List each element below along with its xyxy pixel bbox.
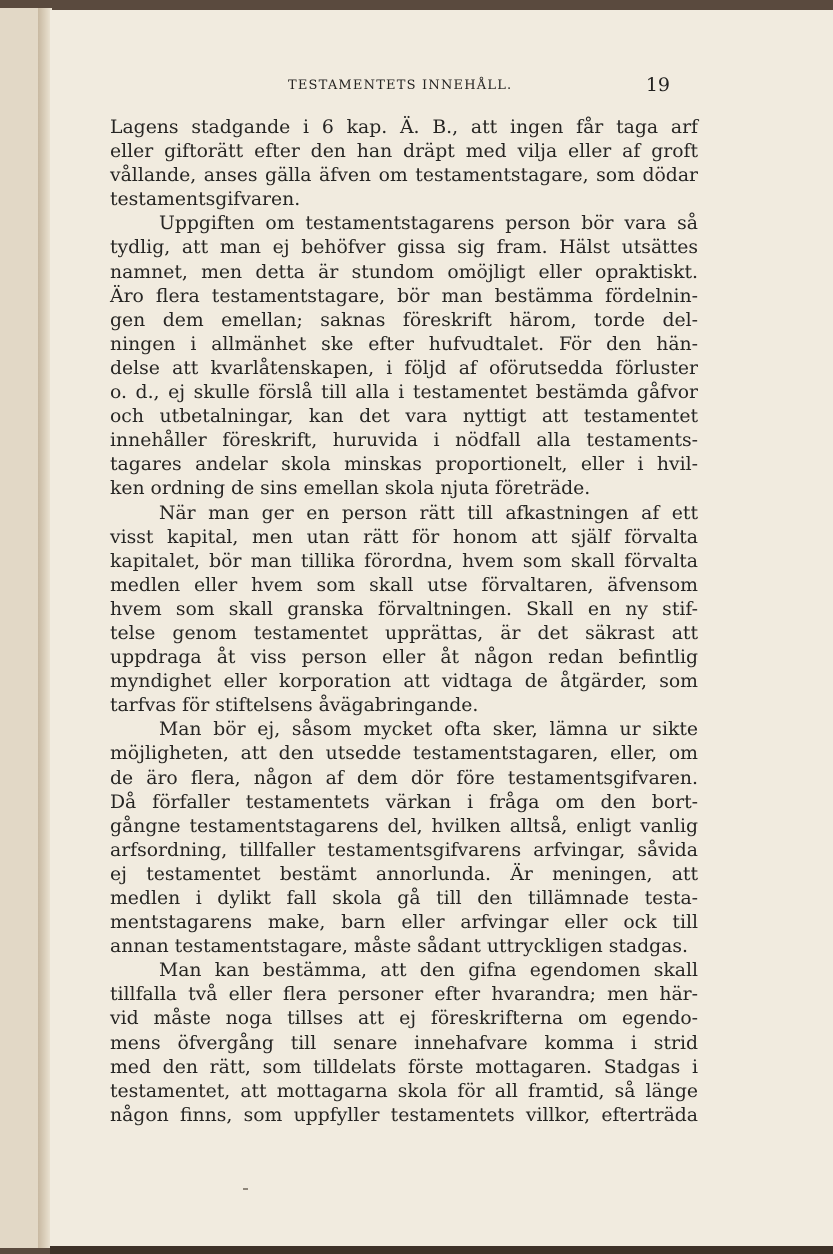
text-line: uppdraga åt viss person eller åt någon redan befintlig bbox=[110, 647, 698, 669]
text-line: vållande, anses gälla äfven om testamentstagare, som dödar bbox=[110, 165, 698, 187]
text-line: telse genom testamentet upprättas, är det säkrast att bbox=[110, 622, 698, 644]
text-line: möjligheten, att den utsedde testamentstagaren, eller, om bbox=[110, 743, 698, 765]
text-line: vid måste noga tillses att ej föreskrifterna om egendo- bbox=[110, 1008, 698, 1030]
text-line: gångne testamentstagarens del, hvilken alltså, enligt vanlig bbox=[110, 815, 698, 837]
text-line: När man ger en person rätt till afkastningen af ett bbox=[159, 502, 698, 524]
text-line: någon finns, som uppfyller testamentets villkor, efterträda bbox=[110, 1104, 698, 1126]
text-line: Man kan bestämma, att den gifna egendomen skall bbox=[159, 960, 698, 982]
text-line: namnet, men detta är stundom omöjligt eller opraktiskt. bbox=[110, 261, 698, 283]
page-number: 19 bbox=[645, 74, 670, 96]
text-line: tydlig, att man ej behöfver gissa sig fram. Hälst utsättes bbox=[110, 237, 698, 259]
text-line: tarfvas för stiftelsens åvägabringande. bbox=[110, 695, 479, 717]
text-line: medlen i dylikt fall skola gå till den tillämnade testa- bbox=[110, 888, 698, 909]
text-line: medlen eller hvem som skall utse förvaltaren, äfvensom bbox=[110, 574, 698, 596]
text-line: annan testamentstagare, måste sådant uttryckligen stadgas. bbox=[110, 936, 688, 958]
text-line: de äro flera, någon af dem dör före testamentsgifvaren. bbox=[110, 767, 698, 789]
text-line: visst kapital, men utan rätt för honom att själf förvalta bbox=[110, 526, 698, 548]
text-line: ej testamentet bestämt annorlunda. Är meningen, att bbox=[110, 863, 698, 885]
running-title: TESTAMENTETS INNEHÅLL. bbox=[288, 78, 513, 93]
text-line: innehåller föreskrift, huruvida i nödfall alla testaments- bbox=[110, 430, 698, 452]
text-line: delse att kvarlåtenskapen, i följd af oförutsedda förluster bbox=[110, 357, 698, 379]
text-line: ningen i allmänhet ske efter hufvudtalet. För den hän- bbox=[110, 333, 698, 355]
text-line: Uppgiften om testamentstagarens person bör vara så bbox=[159, 213, 698, 235]
text-line: Då förfaller testamentets värkan i fråga om den bort- bbox=[110, 791, 698, 813]
body-text bbox=[110, 116, 698, 1128]
text-line: gen dem emellan; saknas föreskrift härom, torde del- bbox=[110, 309, 698, 331]
text-line: tillfalla två eller flera personer efter hvarandra; men här- bbox=[110, 984, 698, 1006]
page-header bbox=[110, 74, 670, 98]
text-line: o. d., ej skulle förslå till alla i testamentet bestämda gåfvor bbox=[110, 382, 698, 404]
text-line: arfsordning, tillfaller testamentsgifvarens arfvingar, såvida bbox=[110, 839, 698, 861]
text-line: eller giftorätt efter den han dräpt med vilja eller af groft bbox=[110, 141, 698, 163]
text-line: testamentsgifvaren. bbox=[110, 189, 301, 211]
text-line: ken ordning de sins emellan skola njuta företräde. bbox=[110, 478, 591, 500]
text-line: mentstagarens make, barn eller arfvingar eller ock till bbox=[110, 912, 698, 934]
text-line: myndighet eller korporation att vidtaga de åtgärder, som bbox=[110, 671, 698, 693]
text-line: Äro flera testamentstagare, bör man bestämma fördelnin- bbox=[110, 285, 698, 307]
text-line: Lagens stadgande i 6 kap. Ä. B., att ingen får taga arf bbox=[110, 117, 698, 138]
page-bottom-edge bbox=[50, 1246, 833, 1254]
page-mark bbox=[243, 1188, 248, 1190]
text-line: hvem som skall granska förvaltningen. Skall en ny stif- bbox=[110, 598, 698, 620]
text-line: tagares andelar skola minskas proportionelt, eller i hvil- bbox=[110, 454, 698, 476]
text-line: kapitalet, bör man tillika förordna, hvem som skall förvalta bbox=[110, 550, 698, 572]
text-line: mens öfvergång till senare innehafvare komma i strid bbox=[110, 1032, 698, 1054]
text-line: testamentet, att mottagarna skola för all framtid, så länge bbox=[110, 1080, 698, 1102]
text-line: Man bör ej, såsom mycket ofta sker, lämna ur sikte bbox=[159, 719, 698, 741]
text-line: och utbetalningar, kan det vara nyttigt att testamentet bbox=[110, 406, 698, 428]
text-line: med den rätt, som tilldelats förste mottagaren. Stadgas i bbox=[110, 1056, 698, 1078]
